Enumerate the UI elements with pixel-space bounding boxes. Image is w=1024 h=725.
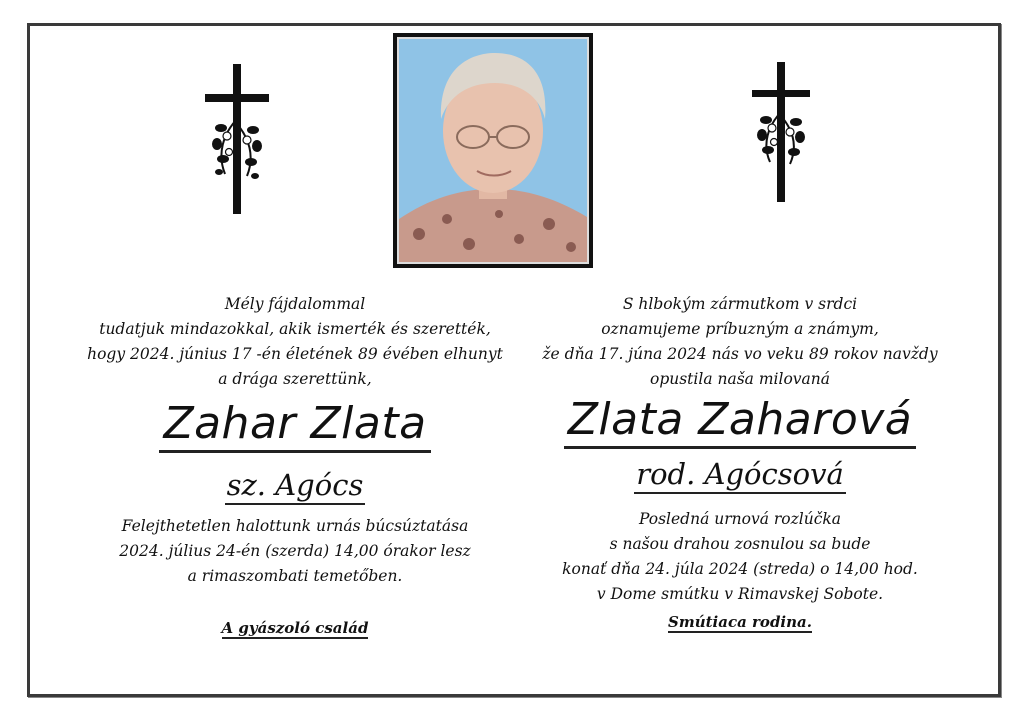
cross-with-flowers-icon xyxy=(203,64,271,216)
signature: Smútiaca rodina. xyxy=(668,613,812,631)
intro-line: opustila naša milovaná xyxy=(649,370,830,388)
slovak-notice xyxy=(520,292,960,652)
ceremony-line: Felejthetetlen halottunk urnás búcsúztatása xyxy=(121,517,469,535)
maiden-name: sz. Agócs xyxy=(225,467,366,505)
intro-line: hogy 2024. június 17 -én életének 89 évében elhunyt xyxy=(87,345,503,363)
intro-line: S hlbokým zármutkom v srdci xyxy=(622,295,858,313)
cross-with-flowers-icon xyxy=(750,62,812,204)
intro-text xyxy=(520,292,960,392)
deceased-name: Zahar Zlata xyxy=(159,398,430,453)
intro-line: tudatjuk mindazokkal, akik ismerték és szerették, xyxy=(99,320,491,338)
ceremony-line: s našou drahou zosnulou sa bude xyxy=(609,535,871,553)
intro-line: že dňa 17. júna 2024 nás vo veku 89 rokov navždy xyxy=(542,345,938,363)
ceremony-line: 2024. július 24-én (szerda) 14,00 órakor lesz xyxy=(119,542,471,560)
ceremony-text xyxy=(80,514,510,589)
intro-text xyxy=(80,292,510,392)
deceased-name: Zlata Zaharová xyxy=(564,394,917,449)
ceremony-text xyxy=(520,507,960,607)
intro-line: oznamujeme príbuzným a známym, xyxy=(601,320,879,338)
ceremony-line: a rimaszombati temetőben. xyxy=(187,567,403,585)
intro-line: a drága szerettünk, xyxy=(218,370,372,388)
portrait-photo xyxy=(393,33,593,268)
ceremony-line: v Dome smútku v Rimavskej Sobote. xyxy=(596,585,884,603)
ceremony-line: Posledná urnová rozlúčka xyxy=(638,510,842,528)
signature: A gyászoló család xyxy=(221,619,369,637)
ceremony-line: konať dňa 24. júla 2024 (streda) o 14,00 hod. xyxy=(562,560,918,578)
hungarian-notice xyxy=(80,292,510,652)
maiden-name: rod. Agócsová xyxy=(634,456,846,494)
intro-line: Mély fájdalommal xyxy=(224,295,366,313)
